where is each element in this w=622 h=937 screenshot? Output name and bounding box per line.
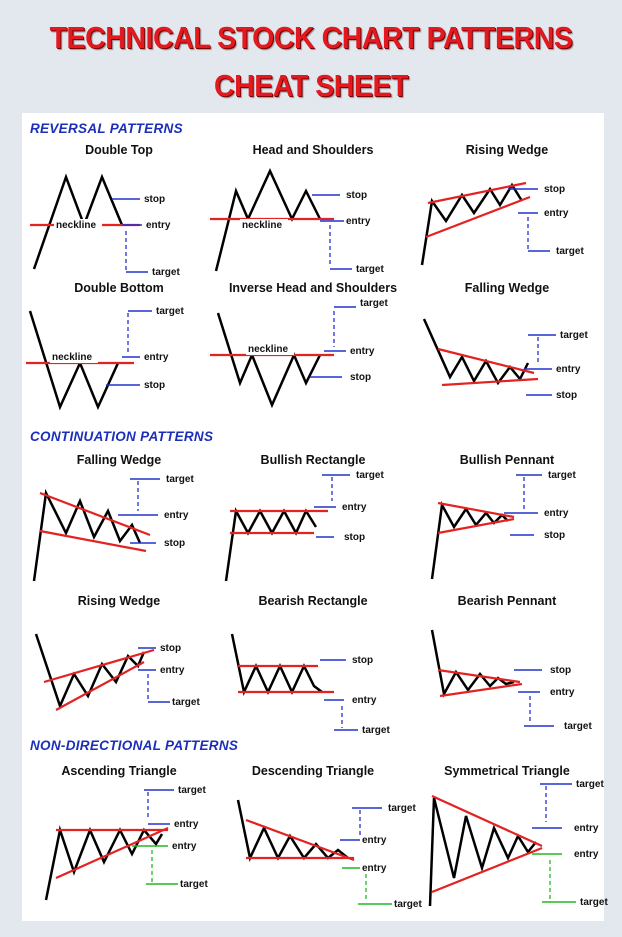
target-label: target xyxy=(388,803,416,814)
stop-label: stop xyxy=(160,643,182,654)
target-label: target xyxy=(576,779,604,790)
pattern-name: Bullish Pennant xyxy=(459,453,555,467)
pattern-name: Symmetrical Triangle xyxy=(444,764,570,778)
target-label-short: target xyxy=(580,897,608,908)
inverse-head-and-shoulders-diagram xyxy=(216,299,410,427)
pattern-descending-triangle xyxy=(216,764,422,914)
pattern-sheet xyxy=(22,113,608,921)
falling-wedge-reversal-diagram xyxy=(410,299,604,427)
target-label: target xyxy=(560,330,588,341)
stop-label: stop xyxy=(544,530,566,541)
ascending-triangle-diagram xyxy=(22,782,216,910)
pattern-name: Falling Wedge xyxy=(76,453,162,467)
entry-label: entry xyxy=(164,510,189,521)
pattern-name: Bullish Rectangle xyxy=(260,453,366,467)
target-label: target xyxy=(156,306,184,317)
pattern-name: Rising Wedge xyxy=(77,594,161,608)
pattern-rising-wedge-reversal xyxy=(410,143,604,293)
stop-label: stop xyxy=(164,538,186,549)
pattern-name: Falling Wedge xyxy=(464,281,550,295)
entry-label: entry xyxy=(146,220,171,231)
entry-label: entry xyxy=(342,502,367,513)
poster-title: TECHNICAL STOCK CHART PATTERNS xyxy=(49,20,573,55)
rising-wedge-reversal-diagram xyxy=(410,161,604,289)
pattern-name: Head and Shoulders xyxy=(252,143,374,157)
target-label: target xyxy=(556,246,584,257)
stop-label: stop xyxy=(346,190,368,201)
pattern-symmetrical-triangle xyxy=(410,764,608,914)
entry-label: entry xyxy=(350,346,375,357)
target-label: target xyxy=(166,474,194,485)
double-top-diagram xyxy=(22,161,216,289)
stop-label: stop xyxy=(556,390,578,401)
target-label: target xyxy=(172,697,200,708)
entry-label: entry xyxy=(346,216,371,227)
section-title-continuation: CONTINUATION PATTERNS xyxy=(30,429,214,444)
entry-label: entry xyxy=(174,819,199,830)
pattern-name: Inverse Head and Shoulders xyxy=(228,281,398,295)
pattern-bearish-rectangle xyxy=(216,594,410,744)
double-bottom-diagram xyxy=(22,299,216,427)
pattern-name: Double Top xyxy=(85,143,153,157)
pattern-name: Ascending Triangle xyxy=(61,764,177,778)
pattern-bearish-pennant xyxy=(410,594,604,744)
pattern-name: Bearish Pennant xyxy=(457,594,557,608)
pattern-bullish-pennant xyxy=(410,453,604,603)
stop-label: stop xyxy=(344,532,366,543)
neckline-label: neckline xyxy=(52,352,93,363)
entry-label: entry xyxy=(556,364,581,375)
stop-label: stop xyxy=(352,655,374,666)
section-title-non-directional: NON-DIRECTIONAL PATTERNS xyxy=(30,738,239,753)
pattern-double-bottom xyxy=(22,281,216,431)
target-label: target xyxy=(548,470,576,481)
pattern-double-top xyxy=(22,143,216,293)
entry-label: entry xyxy=(352,695,377,706)
entry-label-short: entry xyxy=(362,863,387,874)
entry-label-short: entry xyxy=(172,841,197,852)
pattern-falling-wedge-continuation xyxy=(22,453,216,603)
stop-label: stop xyxy=(350,372,372,383)
symmetrical-triangle-diagram xyxy=(410,779,608,910)
target-label: target xyxy=(178,785,206,796)
stop-label: stop xyxy=(544,184,566,195)
poster-subtitle: CHEAT SHEET xyxy=(213,68,409,103)
pattern-name: Descending Triangle xyxy=(251,764,375,778)
bearish-rectangle-diagram xyxy=(216,612,410,740)
pattern-bullish-rectangle xyxy=(216,453,410,603)
neckline-label: neckline xyxy=(248,344,289,355)
entry-label: entry xyxy=(144,352,169,363)
descending-triangle-diagram xyxy=(216,782,422,910)
target-label: target xyxy=(356,264,384,275)
entry-label: entry xyxy=(362,835,387,846)
target-label: target xyxy=(356,470,384,481)
falling-wedge-continuation-diagram xyxy=(22,471,216,599)
entry-label: entry xyxy=(550,687,575,698)
target-label: target xyxy=(362,725,390,736)
bullish-pennant-diagram xyxy=(410,471,604,599)
pattern-falling-wedge-reversal xyxy=(410,281,604,431)
bearish-pennant-diagram xyxy=(410,612,604,740)
pattern-ascending-triangle xyxy=(22,764,216,914)
target-label-short: target xyxy=(394,899,422,910)
stop-label: stop xyxy=(144,194,166,205)
target-label-short: target xyxy=(180,879,208,890)
pattern-name: Double Bottom xyxy=(74,281,164,295)
head-and-shoulders-diagram xyxy=(216,161,410,289)
section-title-reversal: REVERSAL PATTERNS xyxy=(30,121,183,136)
entry-label: entry xyxy=(544,508,569,519)
entry-label: entry xyxy=(544,208,569,219)
target-label: target xyxy=(152,267,180,278)
pattern-name: Rising Wedge xyxy=(465,143,549,157)
bullish-rectangle-diagram xyxy=(216,471,410,599)
entry-label: entry xyxy=(574,823,599,834)
stop-label: stop xyxy=(550,665,572,676)
neckline-label: neckline xyxy=(56,220,97,231)
pattern-head-and-shoulders xyxy=(216,143,410,293)
entry-label: entry xyxy=(160,665,185,676)
neckline-label: neckline xyxy=(242,220,283,231)
stop-label: stop xyxy=(144,380,166,391)
pattern-rising-wedge-continuation xyxy=(22,594,216,744)
target-label: target xyxy=(360,298,388,309)
pattern-inverse-head-and-shoulders xyxy=(216,281,410,431)
entry-label-short: entry xyxy=(574,849,599,860)
pattern-name: Bearish Rectangle xyxy=(258,594,368,608)
target-label: target xyxy=(564,721,592,732)
rising-wedge-continuation-diagram xyxy=(22,612,216,740)
